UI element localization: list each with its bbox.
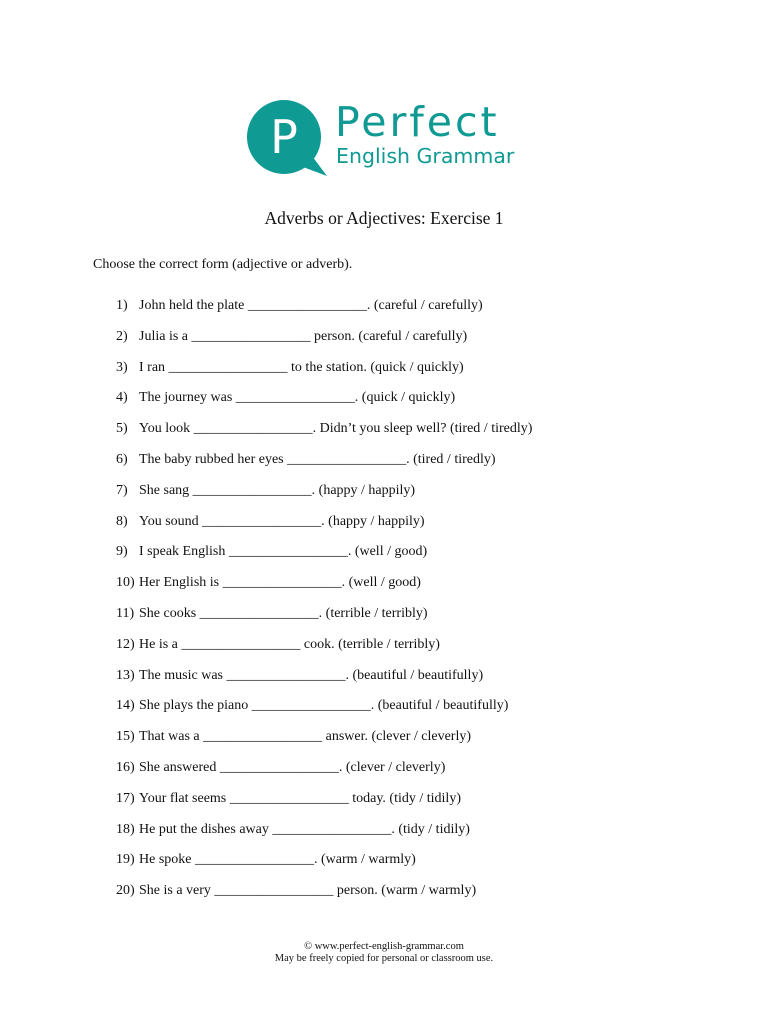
question-item	[116, 296, 532, 327]
question-text: I speak English _________________. (well / good)	[139, 544, 428, 560]
question-number: 17)	[116, 790, 135, 806]
question-item	[116, 635, 532, 666]
question-list	[116, 296, 532, 912]
question-number: 16)	[116, 759, 135, 775]
question-number: 2)	[116, 328, 128, 344]
question-text: She plays the piano _________________. (beautiful / beautifully)	[139, 698, 509, 714]
question-item	[116, 666, 532, 697]
question-item	[116, 419, 532, 450]
question-text: You look _________________. Didn’t you sleep well? (tired / tiredly)	[139, 421, 533, 437]
question-item	[116, 820, 532, 851]
question-number: 6)	[116, 451, 128, 467]
question-item	[116, 358, 532, 389]
question-text: He put the dishes away _________________. (tidy / tidily)	[139, 821, 470, 837]
question-text: Julia is a _________________ person. (careful / carefully)	[139, 328, 468, 344]
question-text: Her English is _________________. (well / good)	[139, 575, 421, 591]
question-item	[116, 481, 532, 512]
question-number: 8)	[116, 513, 128, 529]
question-text: She answered _________________. (clever / cleverly)	[139, 759, 446, 775]
question-number: 10)	[116, 575, 135, 591]
footer-copyright: © www.perfect-english-grammar.com	[304, 941, 464, 952]
question-text: He spoke _________________. (warm / warmly)	[139, 852, 416, 868]
question-number: 14)	[116, 698, 135, 714]
question-text: Your flat seems _________________ today. (tidy / tidily)	[139, 790, 461, 806]
instructions: Choose the correct form (adjective or adverb).	[93, 257, 353, 272]
question-item	[116, 696, 532, 727]
question-text: She sang _________________. (happy / happily)	[139, 482, 416, 498]
question-item	[116, 542, 532, 573]
question-text: He is a _________________ cook. (terrible / terribly)	[139, 636, 440, 652]
question-item	[116, 450, 532, 481]
question-text: You sound _________________. (happy / happily)	[139, 513, 425, 529]
question-number: 1)	[116, 298, 128, 313]
question-number: 15)	[116, 729, 135, 745]
question-item	[116, 388, 532, 419]
footer-license: May be freely copied for personal or classroom use.	[274, 953, 494, 964]
question-item	[116, 789, 532, 820]
brand-name-secondary: English Grammar	[336, 144, 515, 168]
question-number: 20)	[116, 883, 135, 899]
question-number: 4)	[116, 390, 128, 406]
question-item	[116, 881, 532, 912]
question-item	[116, 512, 532, 543]
speech-bubble-icon	[243, 100, 333, 180]
footer	[0, 941, 768, 965]
question-item	[116, 604, 532, 635]
question-item	[116, 727, 532, 758]
brand-name-primary: Perfect	[335, 98, 500, 146]
question-number: 5)	[116, 421, 128, 437]
question-number: 19)	[116, 852, 135, 868]
question-text: John held the plate _________________. (careful / carefully)	[139, 298, 483, 313]
question-item	[116, 850, 532, 881]
question-text: I ran _________________ to the station. (quick / quickly)	[139, 359, 464, 375]
question-text: The journey was _________________. (quick / quickly)	[139, 390, 456, 406]
logo	[243, 100, 533, 180]
page-title: Adverbs or Adjectives: Exercise 1	[264, 208, 504, 228]
question-number: 12)	[116, 636, 135, 652]
question-number: 18)	[116, 821, 135, 837]
question-text: She cooks _________________. (terrible / terribly)	[139, 605, 428, 621]
question-item	[116, 327, 532, 358]
question-number: 7)	[116, 482, 128, 498]
question-text: She is a very _________________ person. (warm / warmly)	[139, 883, 477, 899]
question-item	[116, 573, 532, 604]
logo-letter: P	[270, 110, 298, 164]
question-number: 13)	[116, 667, 135, 683]
question-text: That was a _________________ answer. (clever / cleverly)	[139, 729, 472, 745]
question-number: 9)	[116, 544, 128, 560]
question-number: 11)	[116, 605, 135, 621]
question-item	[116, 758, 532, 789]
question-text: The music was _________________. (beautiful / beautifully)	[139, 667, 484, 683]
question-text: The baby rubbed her eyes _________________. (tired / tiredly)	[139, 451, 496, 467]
question-number: 3)	[116, 359, 128, 375]
